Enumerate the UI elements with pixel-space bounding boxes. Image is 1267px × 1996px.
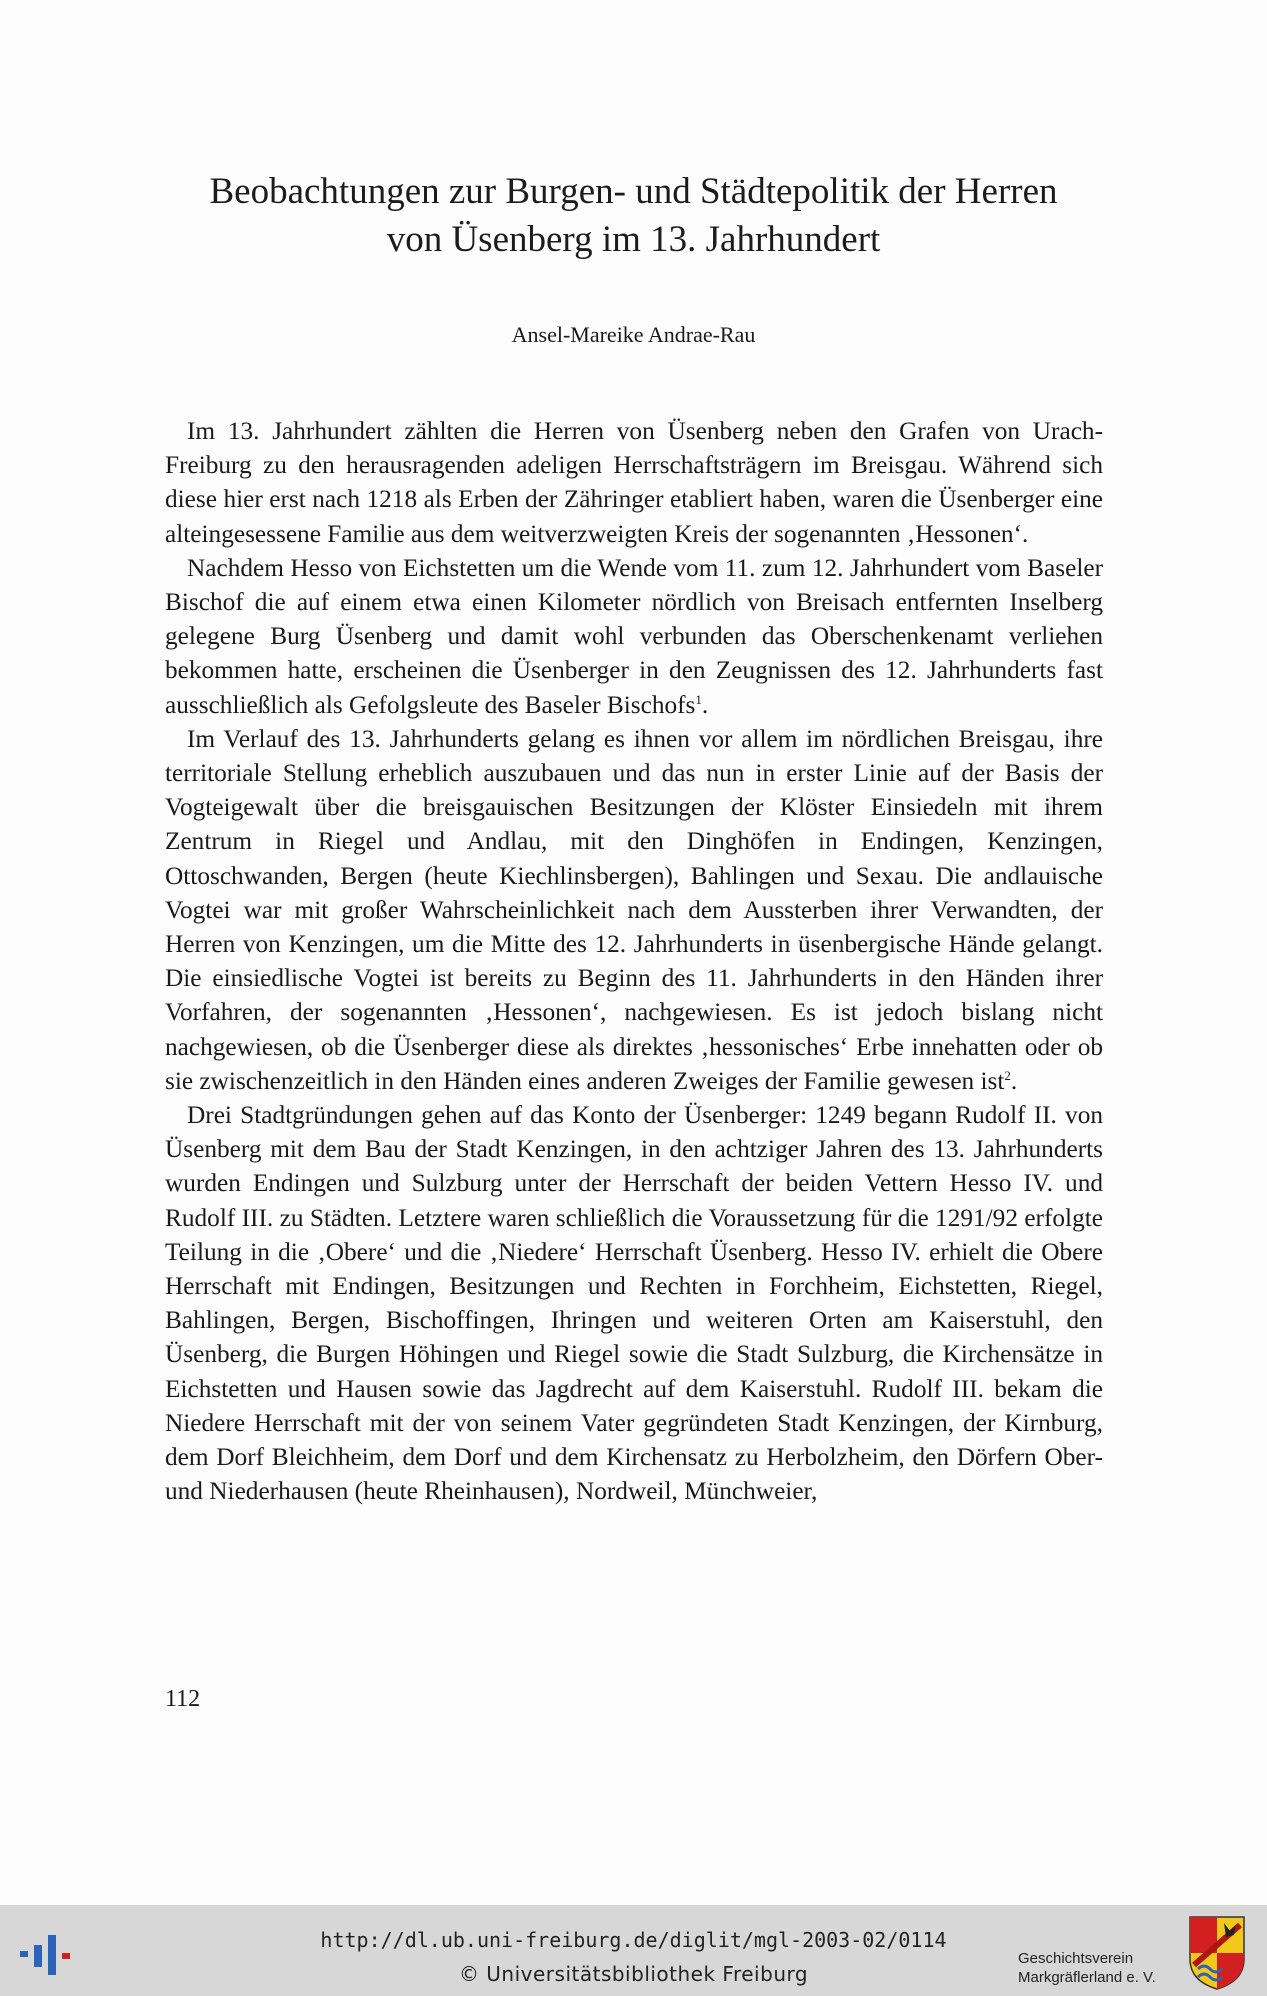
publisher-name <box>1018 1949 1178 1987</box>
footnote-marker[interactable]: 1 <box>695 691 702 707</box>
coat-of-arms-icon <box>1188 1915 1246 1991</box>
paragraph: Im 13. Jahrhundert zählten die Herren von Üsenberg neben den Grafen von Urach-Freiburg zu den herausragenden adeligen Herrschaftsträgern im Breisgau. Während sich diese hier erst nach 1218 als Erben der Zähringer etabliert haben, waren die Üsenberger eine alteingesessene Familie aus dem weitverzweigten Kreis der sogenannten ‚Hessonen‘. <box>165 417 1103 548</box>
author-name: Ansel-Mareike Andrae-Rau <box>511 322 756 347</box>
paragraph: Im Verlauf des 13. Jahrhunderts gelang es ihnen vor allem im nördlichen Breisgau, ihre territoriale Stellung erheblich auszubauen und das nun in erster Linie auf der Basis der Vogteigewalt über die breisgauischen Besitzungen der Klöster Einsiedeln mit ihrem Zentrum in Riegel und Andlau, mit den Dinghöfen in Endingen, Kenzingen, Ottoschwanden, Bergen (heute Kiechlinsbergen), Bahlingen und Sexau. Die andlauische Vogtei war mit großer Wahrscheinlichkeit nach dem Aussterben ihrer Verwandten, der Herren von Kenzingen, um die Mitte des 12. Jahrhunderts in üsenbergische Hände gelangt. Die einsiedlische Vogtei ist bereits zu Beginn des 11. Jahrhunderts in den Händen ihrer Vorfahren, der sogenannten ‚Hessonen‘, nachgewiesen. Es ist jedoch bislang nicht nachgewiesen, ob die Üsenberger diese als direktes ‚hessonisches‘ Erbe innehatten oder ob sie zwischenzeitlich in den Händen eines anderen Zweiges der Familie gewesen ist$^2$. <box>165 724 1103 1095</box>
page-number: 112 <box>165 1686 201 1712</box>
paragraph: Drei Stadtgründungen gehen auf das Konto der Üsenberger: 1249 begann Rudolf II. von Üsenberg mit dem Bau der Stadt Kenzingen, in den achtziger Jahren des 13. Jahrhunderts wurden Endingen und Sulzburg unter der Herrschaft der beiden Vettern Hesso IV. und Rudolf III. zu Städten. Letztere waren schließlich die Voraussetzung für die 1291/92 erfolgte Teilung in die ‚Obere‘ und die ‚Niedere‘ Herrschaft Üsenberg. Hesso IV. erhielt die Obere Herrschaft mit Endingen, Besitzungen und Rechten in Forchheim, Eichstetten, Riegel, Bahlingen, Bergen, Bischoffingen, Ihringen und weiteren Orten am Kaiserstuhl, den Üsenberg, die Burgen Höhingen und Riegel sowie die Stadt Sulzburg, die Kirchensätze in Eichstetten und Hausen sowie das Jagdrecht auf dem Kaiserstuhl. Rudolf III. bekam die Niedere Herrschaft mit der von seinem Vater gegründeten Stadt Kenzingen, der Kirnburg, dem Dorf Bleichheim, dem Dorf und dem Kirchensatz zu Herbolzheim, den Dörfern Ober- und Niederhausen (heute Rheinhausen), Nordweil, Münchweier, <box>165 1101 1103 1506</box>
ub-freiburg-logo-icon[interactable] <box>20 1935 80 1975</box>
title-line-1: Beobachtungen zur Burgen- und Städtepolitik der Herren <box>209 171 1058 212</box>
paragraph: Nachdem Hesso von Eichstetten um die Wende vom 11. zum 12. Jahrhundert vom Baseler Bischof die auf einem etwa einen Kilometer nördlich von Breisach entfernten Inselberg gelegene Burg Üsenberg und damit wohl verbunden das Oberschenkenamt verliehen bekommen hatte, erscheinen die Üsenberger in den Zeugnissen des 12. Jahrhunderts fast ausschließlich als Gefolgsleute des Baseler Bischofs$^1$. <box>165 553 1103 719</box>
body-text <box>165 414 1103 1509</box>
source-url-link[interactable]: http://dl.ub.uni-freiburg.de/diglit/mgl-2003-02/0114 <box>320 1928 947 1952</box>
title-line-2: von Üsenberg im 13. Jahrhundert <box>386 219 881 260</box>
footer-bar <box>0 1905 1267 1996</box>
publisher-line-2: Markgräflerland e. V. <box>1018 1969 1156 1986</box>
document-title <box>120 168 1147 264</box>
footnote-marker[interactable]: 2 <box>1004 1067 1011 1083</box>
copyright-notice: © Universitätsbibliothek Freiburg <box>458 1962 809 1986</box>
publisher-line-1: Geschichtsverein <box>1018 1950 1134 1967</box>
